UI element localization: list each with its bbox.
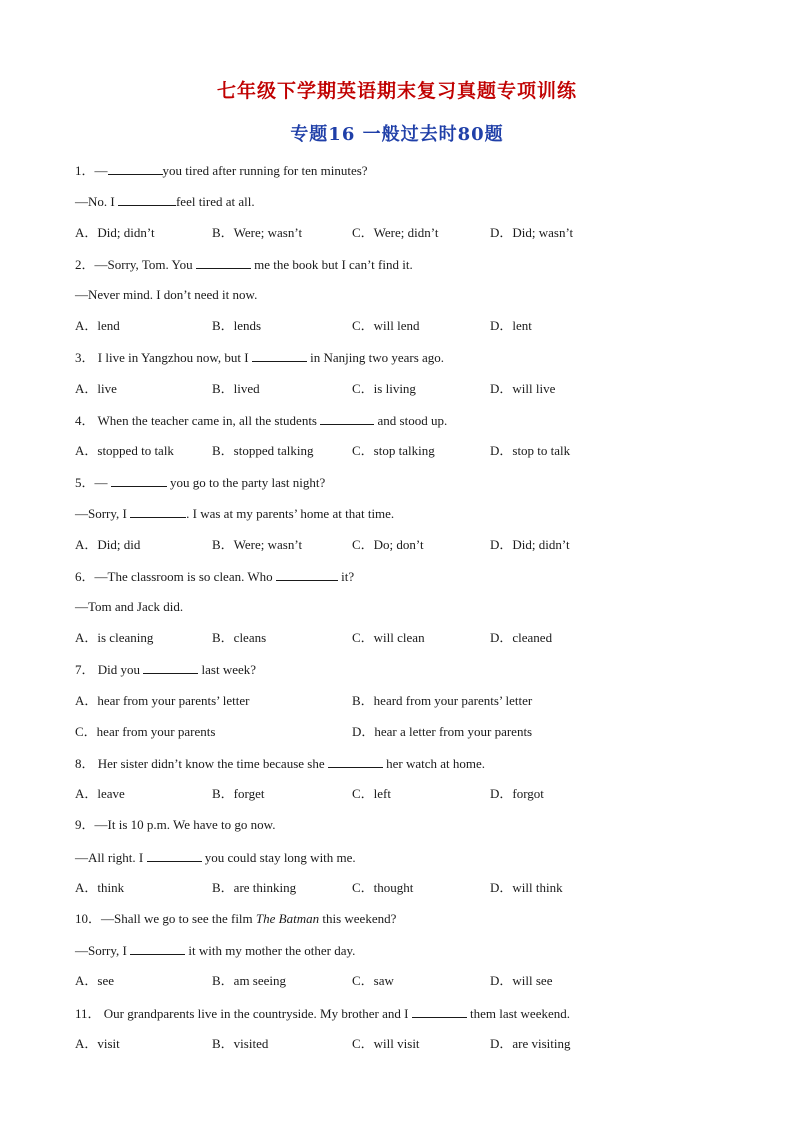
option-c[interactable]: C．stop talking (352, 443, 435, 458)
option-b[interactable]: B．lived (212, 381, 260, 396)
answer-blank[interactable] (130, 505, 186, 518)
option-a[interactable]: A．think (75, 880, 125, 895)
option-a[interactable]: A．Did; didn’t (75, 225, 155, 240)
option-b[interactable]: B．Were; wasn’t (212, 537, 303, 552)
question-10-stem: 10．—Shall we go to see the film The Batman this weekend? (75, 911, 397, 926)
option-b[interactable]: B．am seeing (212, 973, 287, 988)
question-2-reply: —Never mind. I don’t need it now. (75, 287, 258, 302)
option-d[interactable]: D．lent (490, 318, 532, 333)
question-9-stem: 9．—It is 10 p.m. We have to go now. (75, 817, 276, 832)
option-d[interactable]: D．will see (490, 973, 553, 988)
answer-blank[interactable] (108, 162, 163, 175)
option-b[interactable]: B．forget (212, 786, 265, 801)
option-c[interactable]: C．will clean (352, 630, 425, 645)
question-2-stem: 2．—Sorry, Tom. You me the book but I can’t find it. (75, 257, 413, 272)
option-b[interactable]: B．lends (212, 318, 262, 333)
option-c[interactable]: C．hear from your parents (75, 724, 216, 739)
option-c[interactable]: C．will lend (352, 318, 420, 333)
option-d[interactable]: D．will think (490, 880, 563, 895)
option-b[interactable]: B．cleans (212, 630, 267, 645)
question-8-stem: 8． Her sister didn’t know the time because she her watch at home. (75, 756, 486, 771)
answer-blank[interactable] (412, 1005, 467, 1018)
question-5-stem: 5．— you go to the party last night? (75, 475, 326, 490)
option-a[interactable]: A．live (75, 381, 117, 396)
question-10-reply: —Sorry, I it with my mother the other day. (75, 943, 356, 958)
option-a[interactable]: A．is cleaning (75, 630, 154, 645)
answer-blank[interactable] (320, 412, 374, 425)
answer-blank[interactable] (252, 349, 307, 362)
question-11-stem: 11． Our grandparents live in the countryside. My brother and I them last weekend. (75, 1006, 570, 1021)
option-c[interactable]: C．left (352, 786, 391, 801)
question-7-stem: 7． Did you last week? (75, 662, 257, 677)
option-a[interactable]: A．see (75, 973, 114, 988)
answer-blank[interactable] (147, 849, 202, 862)
option-d[interactable]: D．Did; wasn’t (490, 225, 574, 240)
question-4-stem: 4． When the teacher came in, all the students and stood up. (75, 413, 448, 428)
option-d[interactable]: D．hear a letter from your parents (352, 724, 533, 739)
question-3-stem: 3． I live in Yangzhou now, but I in Nanjing two years ago. (75, 350, 445, 365)
option-c[interactable]: C．is living (352, 381, 416, 396)
option-b[interactable]: B．Were; wasn’t (212, 225, 303, 240)
option-c[interactable]: C．Do; don’t (352, 537, 424, 552)
question-6-reply: —Tom and Jack did. (75, 599, 184, 614)
question-1-reply: —No. I feel tired at all. (75, 194, 255, 209)
option-a[interactable]: A．lend (75, 318, 120, 333)
option-a[interactable]: A．Did; did (75, 537, 141, 552)
question-5-reply: —Sorry, I . I was at my parents’ home at that time. (75, 506, 395, 521)
option-b[interactable]: B．visited (212, 1036, 269, 1051)
answer-blank[interactable] (118, 193, 176, 206)
answer-blank[interactable] (143, 661, 198, 674)
option-c[interactable]: C．thought (352, 880, 414, 895)
answer-blank[interactable] (111, 474, 167, 487)
answer-blank[interactable] (328, 755, 383, 768)
option-d[interactable]: D．will live (490, 381, 556, 396)
option-b[interactable]: B．are thinking (212, 880, 297, 895)
option-b[interactable]: B．stopped talking (212, 443, 314, 458)
option-c[interactable]: C．Were; didn’t (352, 225, 439, 240)
question-1-stem: 1．— you tired after running for ten minutes? (75, 163, 368, 178)
film-title: The Batman (255, 911, 320, 926)
option-d[interactable]: D．are visiting (490, 1036, 571, 1051)
page-title: 七年级下学期英语期末复习真题专项训练 (216, 80, 577, 102)
option-d[interactable]: D．Did; didn’t (490, 537, 570, 552)
question-9-reply: —All right. I you could stay long with me. (75, 850, 356, 865)
option-c[interactable]: C．saw (352, 973, 394, 988)
answer-blank[interactable] (196, 256, 251, 269)
option-a[interactable]: A．leave (75, 786, 125, 801)
option-b[interactable]: B．heard from your parents’ letter (352, 693, 533, 708)
option-a[interactable]: A．hear from your parents’ letter (75, 693, 250, 708)
option-c[interactable]: C．will visit (352, 1036, 420, 1051)
question-6-stem: 6．—The classroom is so clean. Who it? (75, 569, 355, 584)
option-d[interactable]: D．stop to talk (490, 443, 571, 458)
answer-blank[interactable] (276, 568, 338, 581)
page-subtitle: 专题16 一般过去时80题 (290, 124, 504, 145)
option-a[interactable]: A．visit (75, 1036, 120, 1051)
option-a[interactable]: A．stopped to talk (75, 443, 174, 458)
option-d[interactable]: D．cleaned (490, 630, 553, 645)
option-d[interactable]: D．forgot (490, 786, 544, 801)
answer-blank[interactable] (130, 942, 185, 955)
